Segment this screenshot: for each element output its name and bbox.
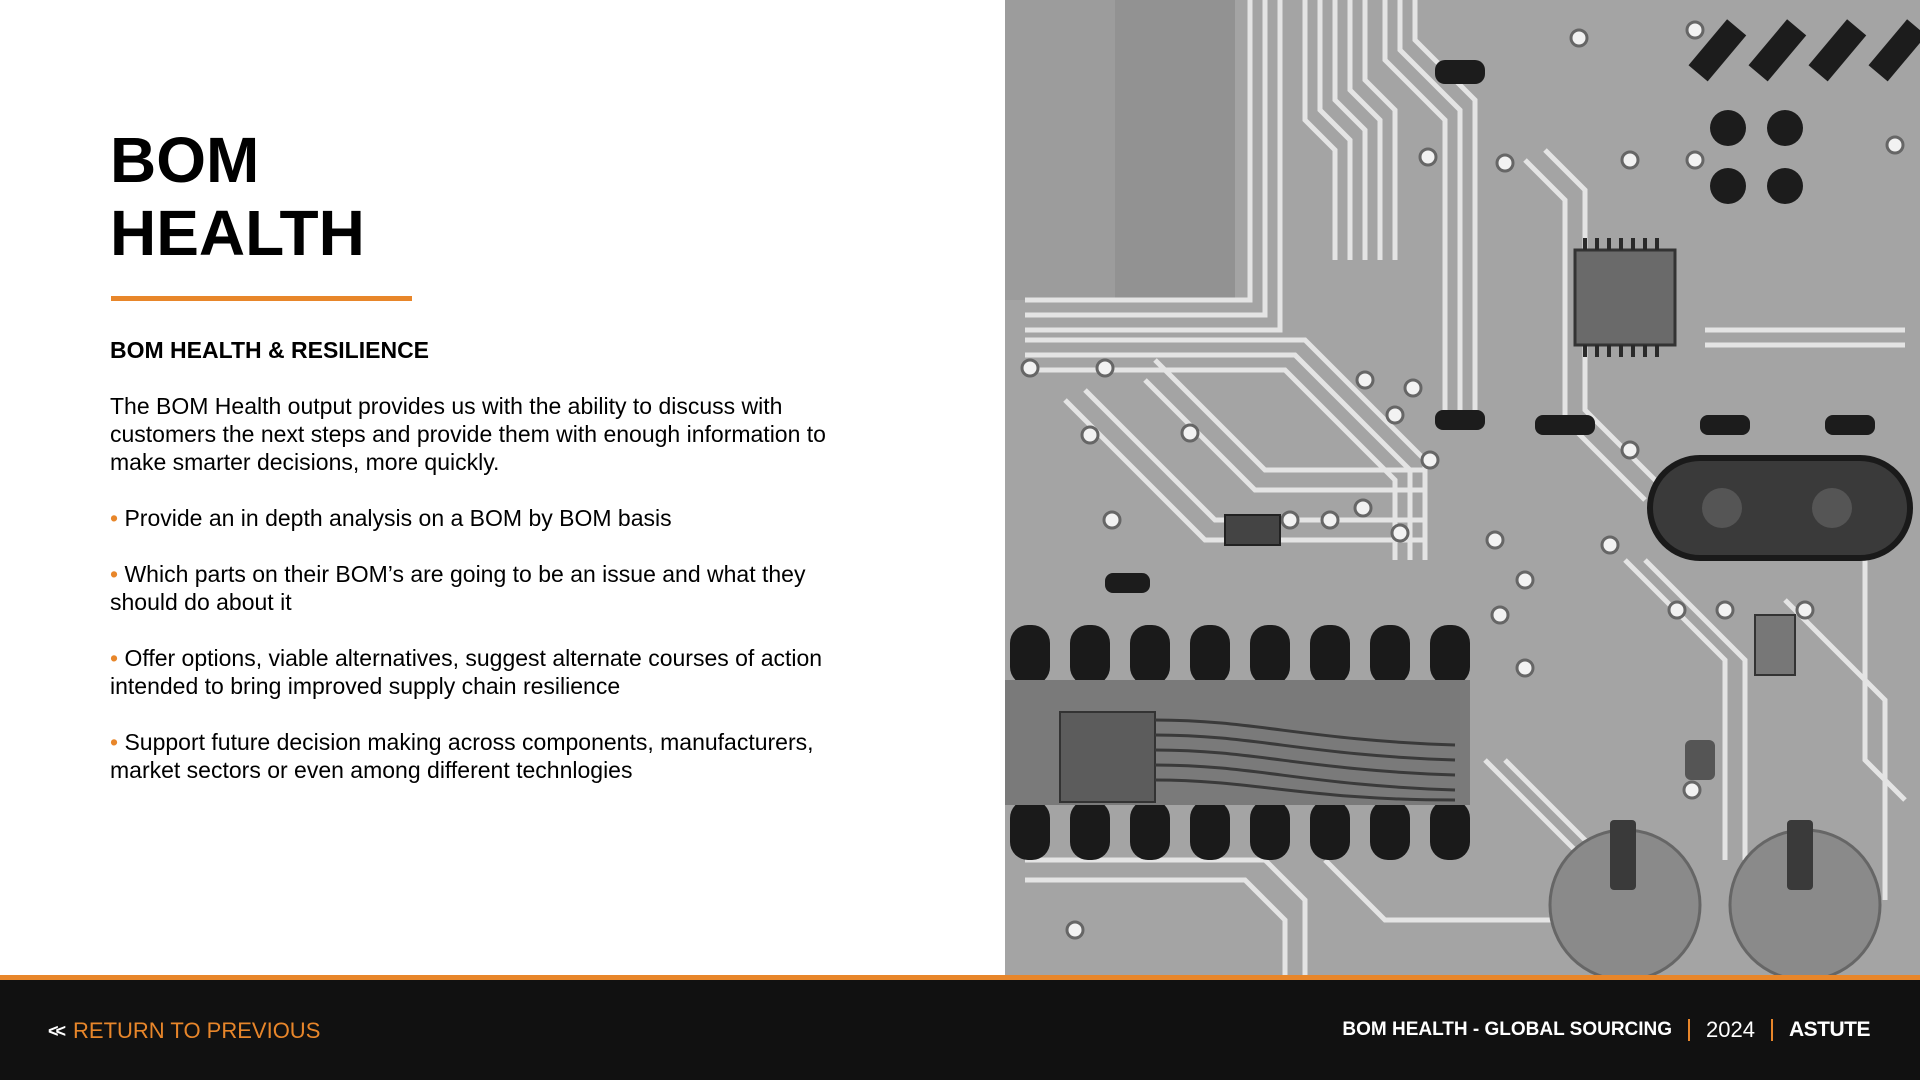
- footer-document-title: BOM HEALTH - GLOBAL SOURCING: [1342, 1019, 1673, 1040]
- bullet-item: [110, 644, 870, 700]
- bullet-item: [110, 504, 870, 532]
- bullet-dot-icon: •: [110, 505, 119, 531]
- astute-logo: ASTUTE: [1789, 1018, 1870, 1041]
- section-heading: BOM HEALTH & RESILIENCE: [110, 337, 430, 363]
- slide-title-line: HEALTH: [110, 197, 365, 269]
- footer-bar: [0, 980, 1920, 1080]
- slide-title-line: BOM: [110, 124, 260, 196]
- footer-separator: [1688, 1019, 1690, 1041]
- bullet-text: Which parts on their BOM’s are going to be an issue and what they should do about it: [110, 561, 806, 615]
- bullet-dot-icon: •: [110, 729, 119, 755]
- title-underline: [111, 296, 412, 301]
- circuit-board-xray-icon: [1005, 0, 1920, 976]
- bullet-text: Support future decision making across components, manufacturers, market sectors or even among different technlogies: [110, 729, 814, 783]
- return-label: RETURN TO PREVIOUS: [73, 1018, 321, 1043]
- body-text: [110, 392, 870, 812]
- double-chevron-left-icon: <<: [48, 1020, 64, 1041]
- bullet-text: Offer options, viable alternatives, suggest alternate courses of action intended to bring improved supply chain resilience: [110, 645, 823, 699]
- footer-info: [1342, 1017, 1870, 1043]
- bullet-dot-icon: •: [110, 645, 119, 671]
- circuit-board-photo: [1005, 0, 1920, 976]
- bullet-item: [110, 728, 870, 784]
- bullet-text: Provide an in depth analysis on a BOM by BOM basis: [124, 505, 672, 531]
- footer-year: 2024: [1706, 1017, 1755, 1042]
- bullet-item: [110, 560, 870, 616]
- slide-title: [110, 124, 610, 270]
- bullet-dot-icon: •: [110, 561, 119, 587]
- return-to-previous-link[interactable]: [48, 1018, 320, 1044]
- intro-paragraph: The BOM Health output provides us with the ability to discuss with customers the next steps and provide them with enough information to make smarter decisions, more quickly.: [110, 393, 826, 475]
- footer-separator: [1771, 1019, 1773, 1041]
